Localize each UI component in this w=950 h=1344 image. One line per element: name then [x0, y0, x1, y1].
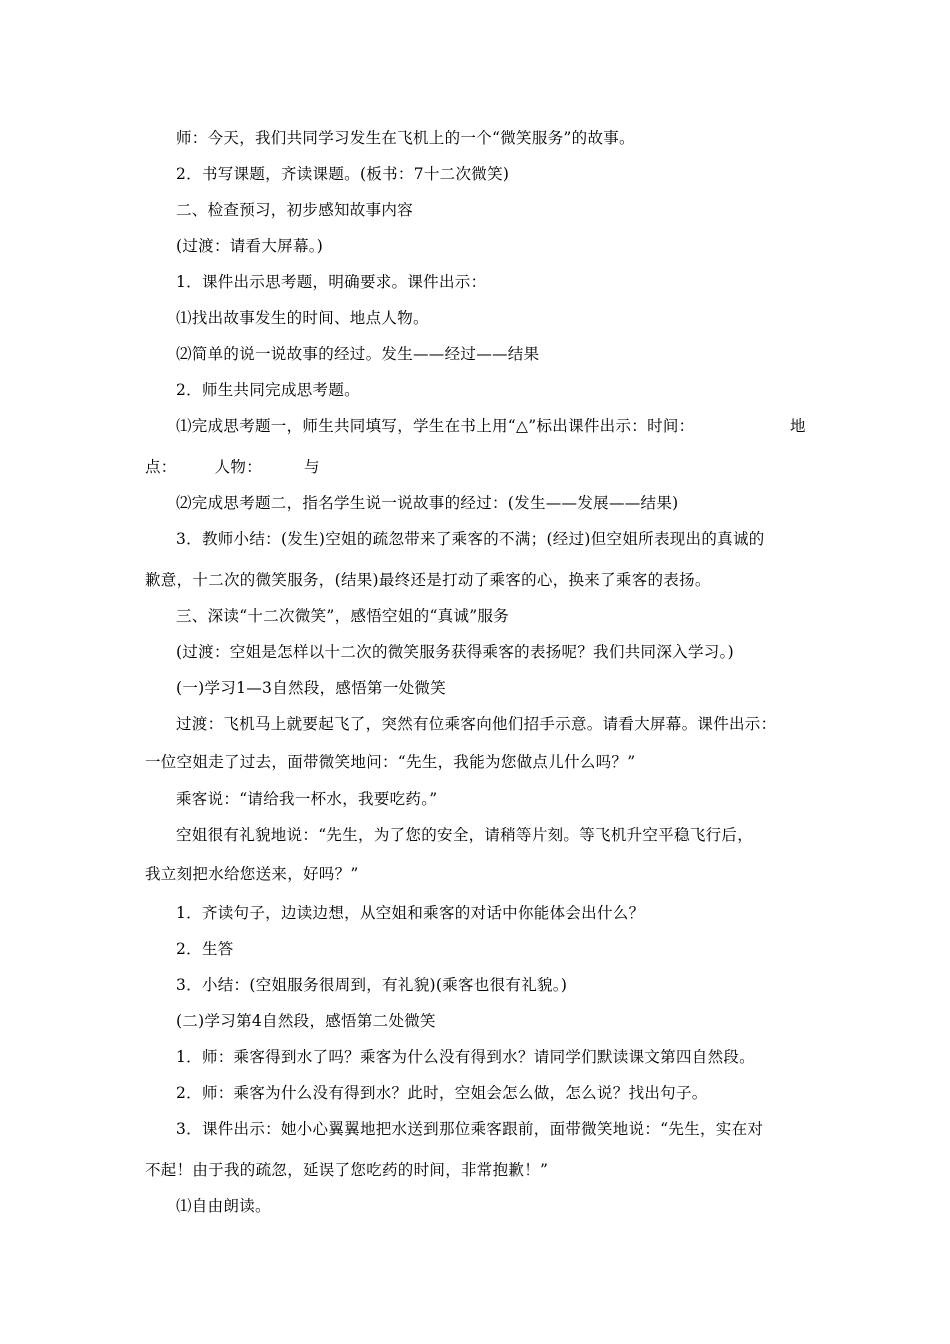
paragraph-stewardess-says-line-1: 空姐很有礼貌地说：“先生，为了您的安全，请稍等片刻。等飞机升空平稳飞行后， [176, 826, 754, 844]
paragraph-step-2: 2．师生共同完成思考题。 [176, 381, 360, 399]
paragraph-teacher-question-2: 2．师：乘客为什么没有得到水？此时，空姐会怎么做，怎么说？找出句子。 [176, 1084, 708, 1102]
subsection-heading-2: (二)学习第4自然段，感悟第二处微笑 [176, 1012, 436, 1030]
paragraph-write-title: 2．书写课题，齐读课题。(板书：7十二次微笑) [176, 165, 510, 183]
paragraph-free-reading: ⑴自由朗读。 [176, 1197, 271, 1215]
paragraph-transition-2: (过渡：空姐是怎样以十二次的微笑服务获得乘客的表扬呢？我们共同深入学习。) [176, 643, 734, 661]
subsection-heading-1: (一)学习1—3自然段，感悟第一处微笑 [176, 679, 447, 697]
label-place-char: 地 [790, 417, 806, 435]
paragraph-step-1: 1．课件出示思考题，明确要求。课件出示： [176, 273, 487, 291]
paragraph-complete-question-2: ⑵完成思考题二，指名学生说一说故事的经过：(发生——发展——结果) [176, 494, 679, 512]
paragraph-summary-2: 3．小结：(空姐服务很周到，有礼貌)(乘客也很有礼貌。) [176, 976, 568, 994]
paragraph-transition-1: (过渡：请看大屏幕。) [176, 237, 324, 255]
paragraph-transition-3-line-1: 过渡：飞机马上就要起飞了，突然有位乘客向他们招手示意。请看大屏幕。课件出示： [176, 715, 777, 733]
section-heading-3: 三、深读“十二次微笑”，感悟空姐的“真诚”服务 [176, 607, 510, 625]
paragraph-stewardess-says-line-2: 我立刻把水给您送来，好吗？” [145, 865, 359, 883]
fill-in-line [145, 457, 320, 477]
section-heading-2: 二、检查预习，初步感知故事内容 [176, 201, 414, 219]
label-place: 点： [145, 458, 177, 476]
paragraph-courseware-line-1: 3．课件出示：她小心翼翼地把水送到那位乘客跟前，面带微笑地说：“先生，实在对 [176, 1120, 764, 1138]
paragraph-teacher-question-1: 1．师：乘客得到水了吗？乘客为什么没有得到水？请同学们默读课文第四自然段。 [176, 1048, 755, 1066]
paragraph-question-2: ⑵简单的说一说故事的经过。发生——经过——结果 [176, 345, 540, 363]
label-and: 与 [304, 458, 320, 476]
paragraph-courseware-line-2: 不起！由于我的疏忽，延误了您吃药的时间，非常抱歉！” [145, 1161, 549, 1179]
paragraph-teacher-intro: 师：今天，我们共同学习发生在飞机上的一个“微笑服务”的故事。 [176, 129, 635, 147]
paragraph-passenger-says: 乘客说：“请给我一杯水，我要吃药。” [176, 790, 438, 808]
paragraph-summary-line-1: 3．教师小结：(发生)空姐的疏忽带来了乘客的不满；(经过)但空姐所表现出的真诚的 [176, 530, 765, 548]
label-people: 人物： [214, 458, 263, 476]
paragraph-transition-3-line-2: 一位空姐走了过去，面带微笑地问：“先生，我能为您做点儿什么吗？” [145, 753, 636, 771]
paragraph-question-1: ⑴找出故事发生的时间、地点人物。 [176, 309, 429, 327]
paragraph-complete-question-1: ⑴完成思考题一，师生共同填写，学生在书上用“△”标出课件出示：时间： [176, 417, 695, 435]
paragraph-summary-line-2: 歉意，十二次的微笑服务，(结果)最终还是打动了乘客的心，换来了乘客的表扬。 [145, 571, 711, 589]
paragraph-student-answer: 2．生答 [176, 940, 234, 958]
paragraph-read-together: 1．齐读句子，边读边想，从空姐和乘客的对话中你能体会出什么？ [176, 904, 645, 922]
